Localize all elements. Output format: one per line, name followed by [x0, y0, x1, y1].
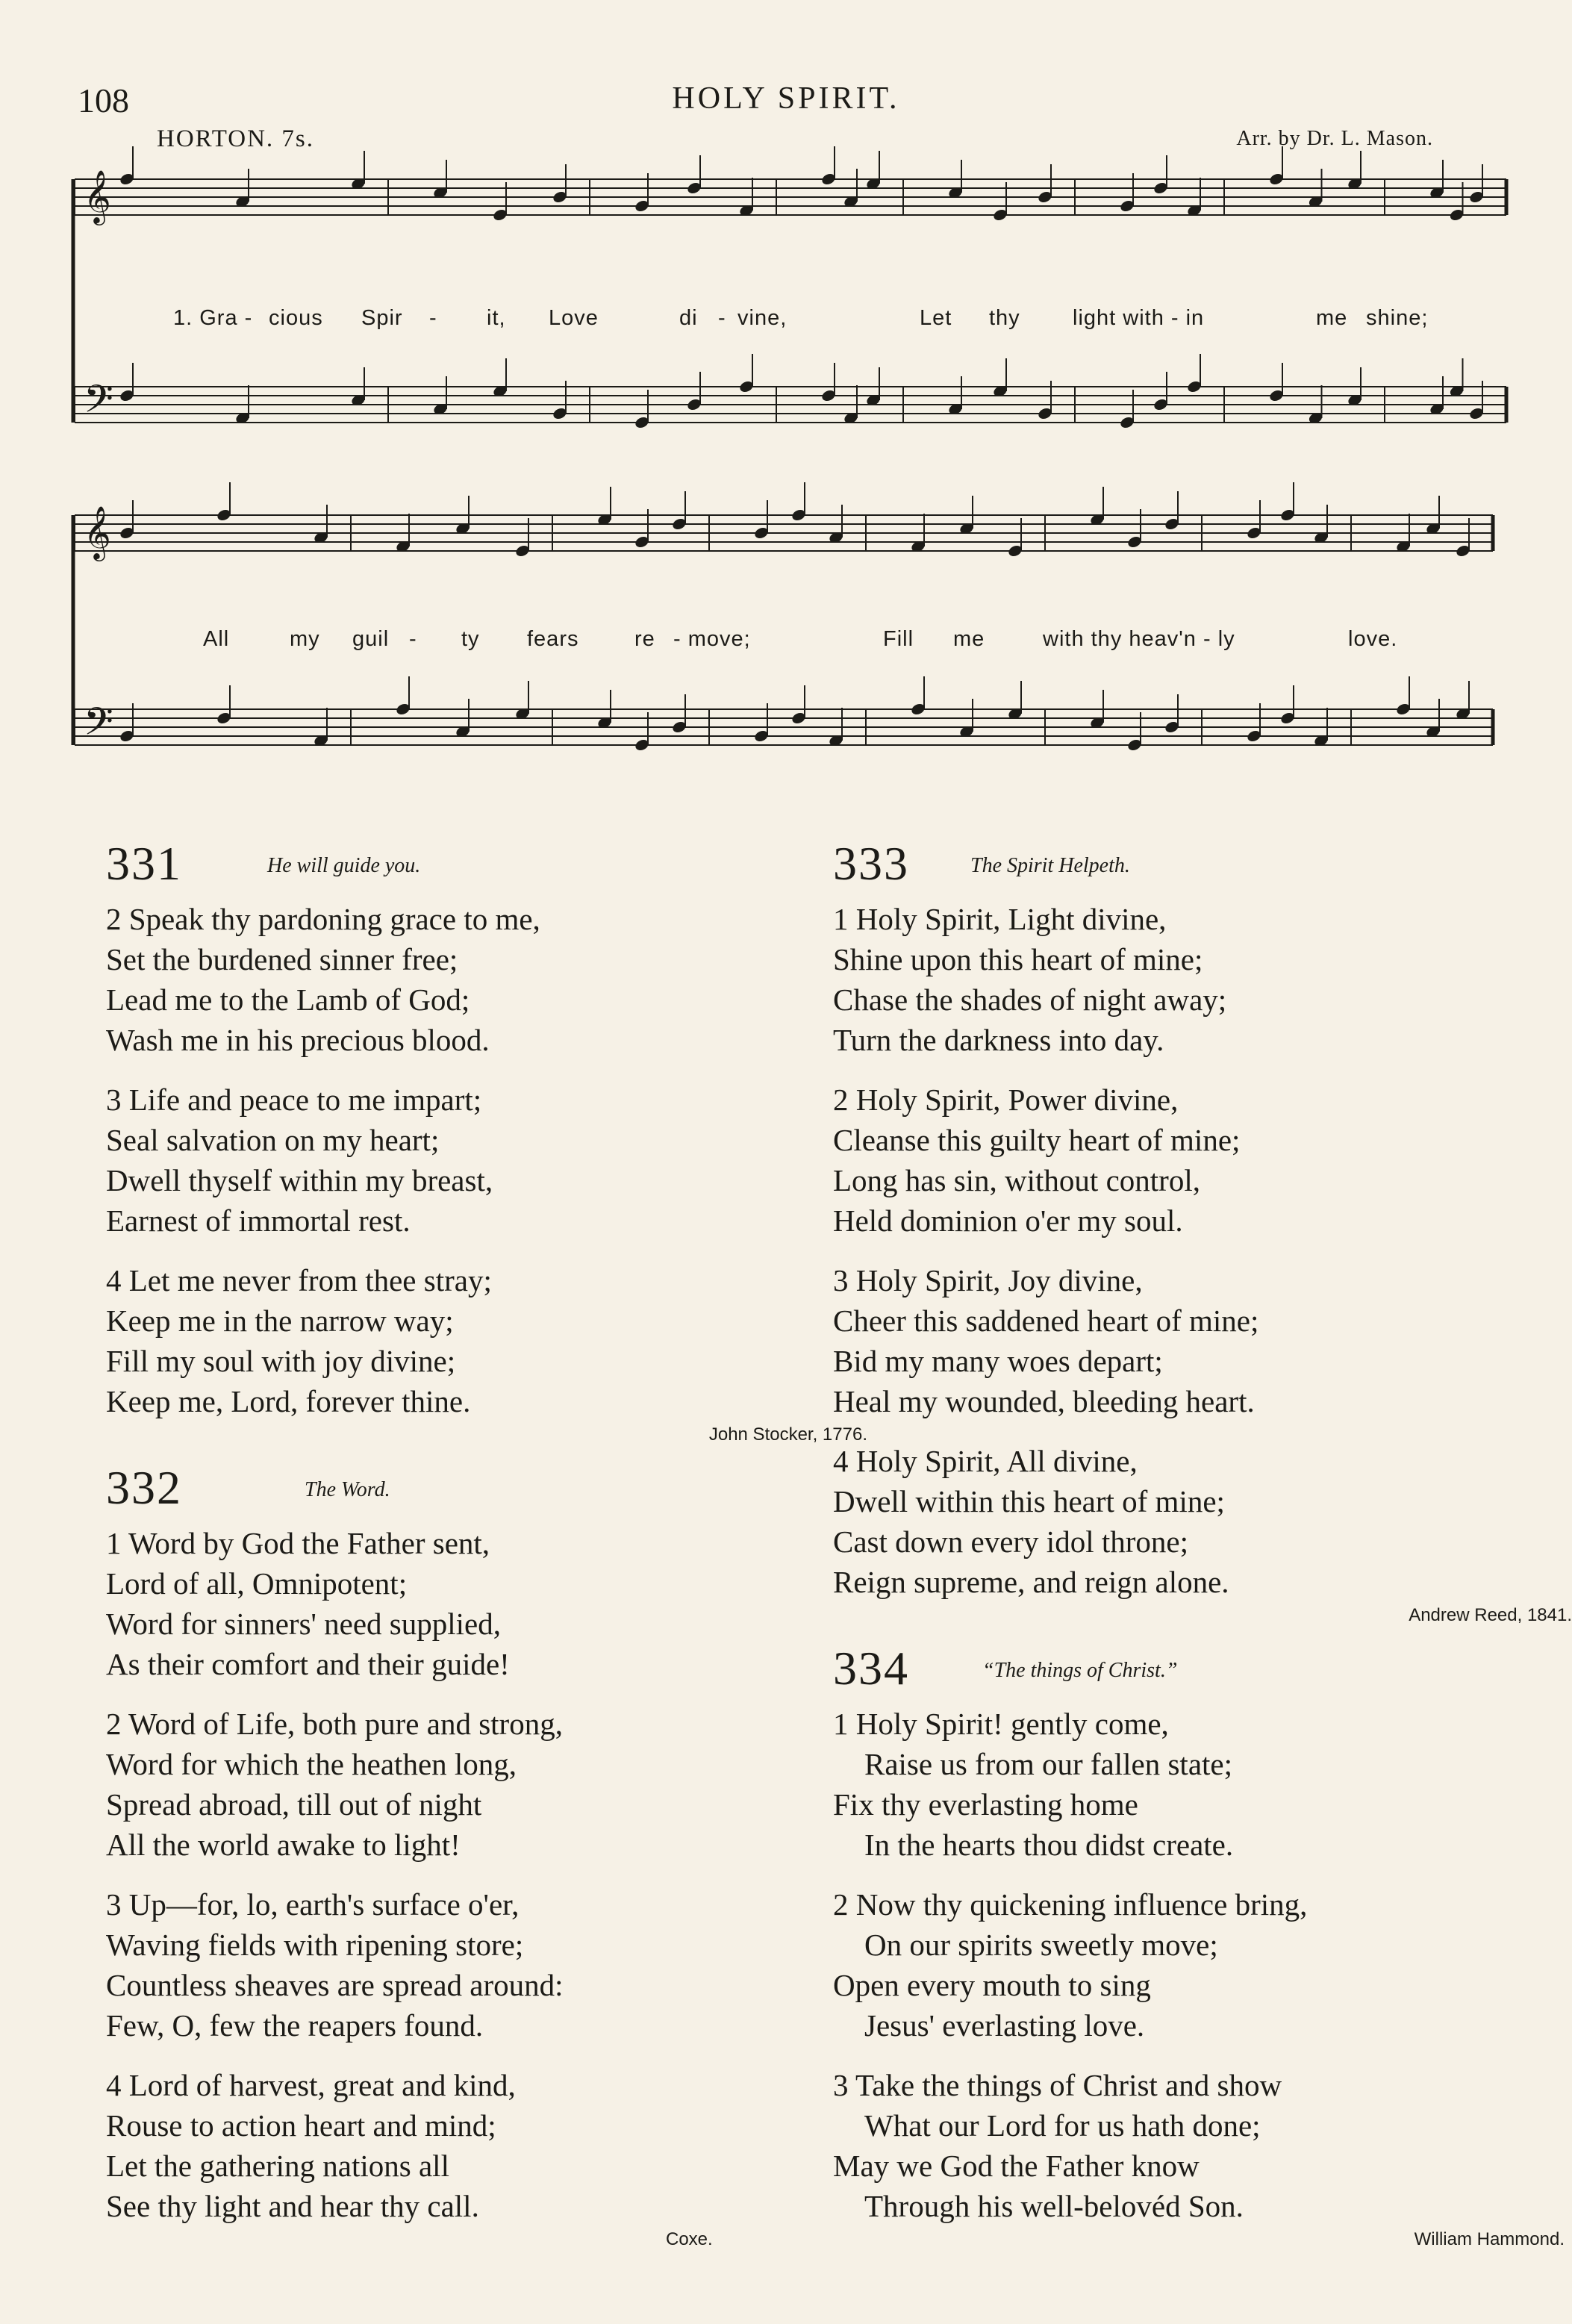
verse-line: Word for which the heathen long, — [106, 1747, 517, 1781]
lyric-syllable: - — [718, 306, 726, 330]
verse-line: Keep me in the narrow way; — [106, 1303, 454, 1338]
hymn-331 — [106, 836, 867, 1445]
verse-line: Reign supreme, and reign alone. — [833, 1565, 1229, 1599]
lyric-syllable: light with - in — [1073, 306, 1205, 330]
verse-line: Spread abroad, till out of night — [106, 1787, 482, 1822]
hymn-number: 334 — [833, 1642, 909, 1695]
verse-line: 2 Holy Spirit, Power divine, — [833, 1082, 1179, 1117]
lyric-syllable: it, — [487, 306, 506, 330]
hymn-attribution: Coxe. — [666, 2229, 713, 2249]
verse-line: 4 Holy Spirit, All divine, — [833, 1444, 1138, 1478]
hymn-subtitle: The Spirit Helpeth. — [970, 854, 1130, 877]
verse — [106, 1260, 778, 1421]
verse-line: Open every mouth to sing — [833, 1968, 1151, 2002]
verse-line: Fill my soul with joy divine; — [106, 1344, 456, 1378]
verse-line: 1 Word by God the Father sent, — [106, 1526, 490, 1560]
arranger-credit: Arr. by Dr. L. Mason. — [1236, 127, 1433, 150]
verse-line: Earnest of immortal rest. — [106, 1203, 411, 1238]
lyric-syllable: - — [429, 306, 437, 330]
verse-line: Seal salvation on my heart; — [106, 1123, 440, 1157]
hymn-subtitle: “The things of Christ.” — [982, 1659, 1178, 1682]
verse-line: May we God the Father know — [833, 2149, 1200, 2183]
verse-line: 3 Holy Spirit, Joy divine, — [833, 1263, 1143, 1297]
verse-line: Chase the shades of night away; — [833, 982, 1227, 1017]
verse-line: Fix thy everlasting home — [833, 1787, 1138, 1822]
lyric-syllable: Fill — [883, 627, 914, 651]
verse-line: 3 Up—for, lo, earth's surface o'er, — [106, 1887, 520, 1922]
left-column — [106, 836, 867, 2265]
hymn-attribution: Andrew Reed, 1841. — [1409, 1605, 1572, 1625]
verse-line: Cleanse this guilty heart of mine; — [833, 1123, 1241, 1157]
lyric-syllable: di — [679, 306, 698, 330]
verse — [833, 1704, 1505, 1865]
verse — [833, 899, 1505, 1060]
verse-line: Bid my many woes depart; — [833, 1344, 1163, 1378]
bass-clef-icon: 𝄢 — [84, 376, 113, 431]
lyric-syllable: re — [634, 627, 655, 651]
lyric-syllable: Spir — [361, 306, 403, 330]
verse-line: Raise us from our fallen state; — [864, 1747, 1233, 1781]
lyric-syllable: thy — [989, 306, 1020, 330]
verse-line: Cheer this saddened heart of mine; — [833, 1303, 1259, 1338]
verse-line: See thy light and hear thy call. — [106, 2189, 479, 2223]
verse-line: Keep me, Lord, forever thine. — [106, 1384, 471, 1418]
verse-line: As their comfort and their guide! — [106, 1647, 510, 1681]
lyrics-line-1 — [0, 306, 1572, 336]
verse-line: Set the burdened sinner free; — [106, 942, 458, 976]
verse-line: Heal my wounded, bleeding heart. — [833, 1384, 1255, 1418]
hymn-332 — [106, 1460, 778, 2250]
verse-line: Rouse to action heart and mind; — [106, 2108, 496, 2143]
verse-line: 2 Speak thy pardoning grace to me, — [106, 902, 540, 936]
tune-name: HORTON. 7s. — [157, 125, 315, 152]
lyric-syllable: cious — [269, 306, 323, 330]
verse — [106, 1080, 778, 1241]
verse-line: Let the gathering nations all — [106, 2149, 449, 2183]
verse-line: 3 Take the things of Christ and show — [833, 2068, 1282, 2102]
verse — [833, 1260, 1505, 1421]
verse-line: Held dominion o'er my soul. — [833, 1203, 1183, 1238]
hymn-number: 331 — [106, 837, 182, 890]
hymn-333 — [833, 836, 1572, 1626]
hymn-subtitle: The Word. — [305, 1478, 390, 1501]
lyric-syllable: Love — [549, 306, 599, 330]
verse-line: Dwell thyself within my breast, — [106, 1163, 493, 1197]
verse-line: 4 Let me never from thee stray; — [106, 1263, 492, 1297]
hymn-number: 332 — [106, 1461, 182, 1514]
hymn-attribution: John Stocker, 1776. — [708, 1424, 867, 1445]
lyric-syllable: Let — [920, 306, 952, 330]
verse-line: Lord of all, Omnipotent; — [106, 1566, 408, 1601]
right-column — [833, 836, 1572, 2265]
treble-clef-icon: 𝄞 — [84, 169, 111, 223]
verse-line: Through his well-belovéd Son. — [864, 2189, 1244, 2223]
hymn-attribution: William Hammond. — [1414, 2229, 1565, 2249]
bass-clef-icon: 𝄢 — [84, 699, 113, 753]
music-score — [0, 0, 1572, 821]
verse-line: Turn the darkness into day. — [833, 1023, 1164, 1057]
verse — [106, 2065, 778, 2226]
lyric-syllable: with thy heav'n - ly — [1043, 627, 1235, 651]
lyric-syllable: - — [409, 627, 417, 651]
lyric-syllable: my — [290, 627, 320, 651]
lyric-syllable: vine, — [737, 306, 787, 330]
verse — [833, 1441, 1505, 1602]
verse — [106, 899, 778, 1060]
verse-line: Dwell within this heart of mine; — [833, 1484, 1225, 1518]
verse-line: On our spirits sweetly move; — [864, 1928, 1218, 1962]
verse-line: Word for sinners' need supplied, — [106, 1607, 501, 1641]
verse-line: 2 Word of Life, both pure and strong, — [106, 1707, 563, 1741]
verse-line: 3 Life and peace to me impart; — [106, 1082, 482, 1117]
verse-line: 1 Holy Spirit, Light divine, — [833, 902, 1167, 936]
verse-line: What our Lord for us hath done; — [864, 2108, 1261, 2143]
hymn-334 — [833, 1641, 1565, 2250]
verse-line: Long has sin, without control, — [833, 1163, 1200, 1197]
verse — [106, 1704, 778, 1865]
treble-clef-icon: 𝄞 — [84, 505, 111, 559]
verse-line: Cast down every idol throne; — [833, 1524, 1188, 1559]
verse-line: Countless sheaves are spread around: — [106, 1968, 564, 2002]
lyrics-line-2 — [0, 627, 1572, 657]
verse-line: Few, O, few the reapers found. — [106, 2008, 484, 2043]
hymn-number: 333 — [833, 837, 909, 890]
verse-line: Lead me to the Lamb of God; — [106, 982, 470, 1017]
lyric-syllable: ty — [461, 627, 480, 651]
lyric-syllable: love. — [1348, 627, 1398, 651]
lyric-syllable: 1. Gra - — [173, 306, 253, 330]
verse — [833, 2065, 1505, 2226]
verse — [106, 1523, 778, 1684]
verse — [106, 1884, 778, 2046]
lyric-syllable: me — [953, 627, 985, 651]
lyric-syllable: guil — [352, 627, 390, 651]
verse-line: Wash me in his precious blood. — [106, 1023, 490, 1057]
verse-line: 2 Now thy quickening influence bring, — [833, 1887, 1308, 1922]
verse — [833, 1080, 1505, 1241]
hymn-subtitle: He will guide you. — [267, 854, 421, 877]
page-number: 108 — [78, 81, 129, 119]
lyric-syllable: fears — [527, 627, 579, 651]
verse — [833, 1884, 1505, 2046]
lyric-syllable: me — [1316, 306, 1348, 330]
lyric-syllable: - move; — [673, 627, 751, 651]
verse-line: Shine upon this heart of mine; — [833, 942, 1203, 976]
verse-line: Waving fields with ripening store; — [106, 1928, 524, 1962]
verse-line: All the world awake to light! — [106, 1828, 461, 1862]
lyric-syllable: All — [203, 627, 230, 651]
verse-line: 1 Holy Spirit! gently come, — [833, 1707, 1169, 1741]
page-title: HOLY SPIRIT. — [672, 81, 900, 116]
verse-line: 4 Lord of harvest, great and kind, — [106, 2068, 516, 2102]
verse-line: Jesus' everlasting love. — [864, 2008, 1145, 2043]
lyric-syllable: shine; — [1366, 306, 1429, 330]
verse-line: In the hearts thou didst create. — [864, 1828, 1234, 1862]
